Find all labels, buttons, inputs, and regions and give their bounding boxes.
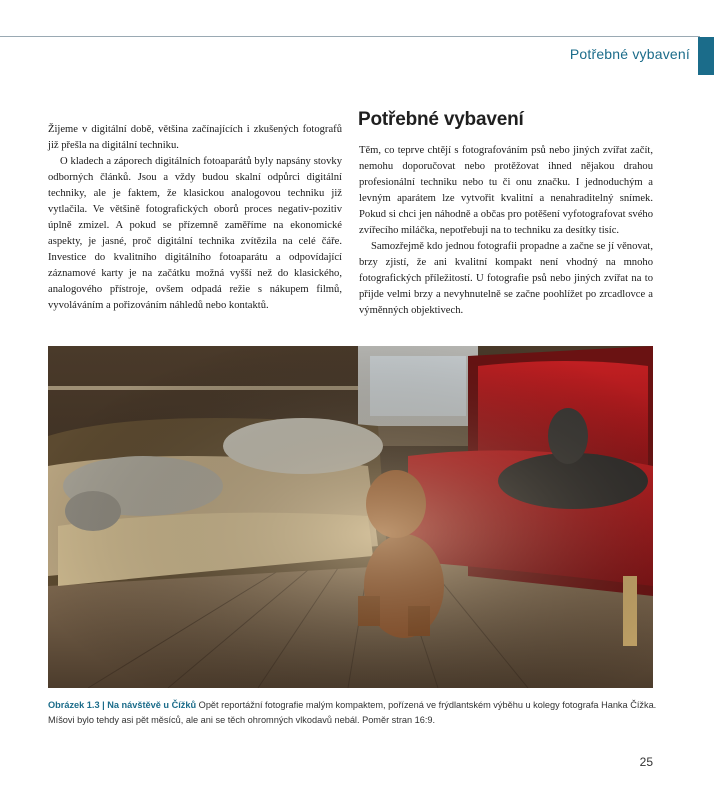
page-number: 25 <box>639 755 653 769</box>
left-text-column <box>48 122 342 314</box>
running-title: Potřebné vybavení <box>569 46 690 62</box>
header-rule <box>0 36 700 37</box>
chapter-tab-marker <box>698 37 714 75</box>
section-heading: Potřebné vybavení <box>358 109 524 130</box>
paragraph: Žijeme v digitální době, většina začínajících i zkušených fotografů již přešla na digitální techniku. <box>48 124 342 151</box>
figure-caption <box>48 698 658 728</box>
dogs-photograph <box>48 346 653 688</box>
figure-caption-text: Opět reportážní fotografie malým kompaktem, pořízená ve frýdlantském výběhu u kolegy fotografa Hanka Čížka. Míšovi bylo tehdy asi pět měsíců, ale ani se těch ohromných vlkodavů nebál. Poměr stran 16:9. <box>48 700 657 725</box>
paragraph: O kladech a záporech digitálních fotoaparátů byly napsány stovky odborných článků. Jsou a vždy budou skalní odpůrci digitální techniky, ale je faktem, že klasickou analogovou techniku již vytlačila. Ve většině fotografických oborů proces negativ-pozitiv úplně zmizel. A pokud se přízemně zaměříme na ekonomické aspekty, je jasné, proč digitální technika zvítězila na celé čáře. Investice do kvalitního digitálního fotoaparátu a odpovídající záznamové karty je na začátku možná vyšší než do klasického, analogového přístroje, ovšem odpadá režie s nákupem filmů, vyvoláváním a pořizováním náhledů nebo kontaktů. <box>48 156 342 311</box>
paragraph: Těm, co teprve chtějí s fotografováním psů nebo jiných zvířat začít, nemohu doporučovat nebo protěžovat ihned nějakou drahou profesionální techniku nebo tu či onu značku. I jednoduchým a levným aparátem lze vytvořit kvalitní a nenahraditelný snímek. Pokud si chci jen náhodně a občas pro potěšení vyfotografovat svého zvířecího miláčka, nepotřebuji na to techniku za desítky tisíc. <box>359 145 653 236</box>
right-text-column <box>359 143 653 319</box>
paragraph: Samozřejmě kdo jednou fotografii propadne a začne se jí věnovat, brzy zjistí, že ani kvalitní kompakt není vhodný na mnoho fotografických příležitostí. U fotografie psů nebo jiných zvířat na to přijde velmi brzy a nevyhnutelně se začne poohlížet po zrcadlovce a výměnných objektivech. <box>359 241 653 316</box>
figure-label: Obrázek 1.3 | Na návštěvě u Čížků <box>48 700 197 710</box>
